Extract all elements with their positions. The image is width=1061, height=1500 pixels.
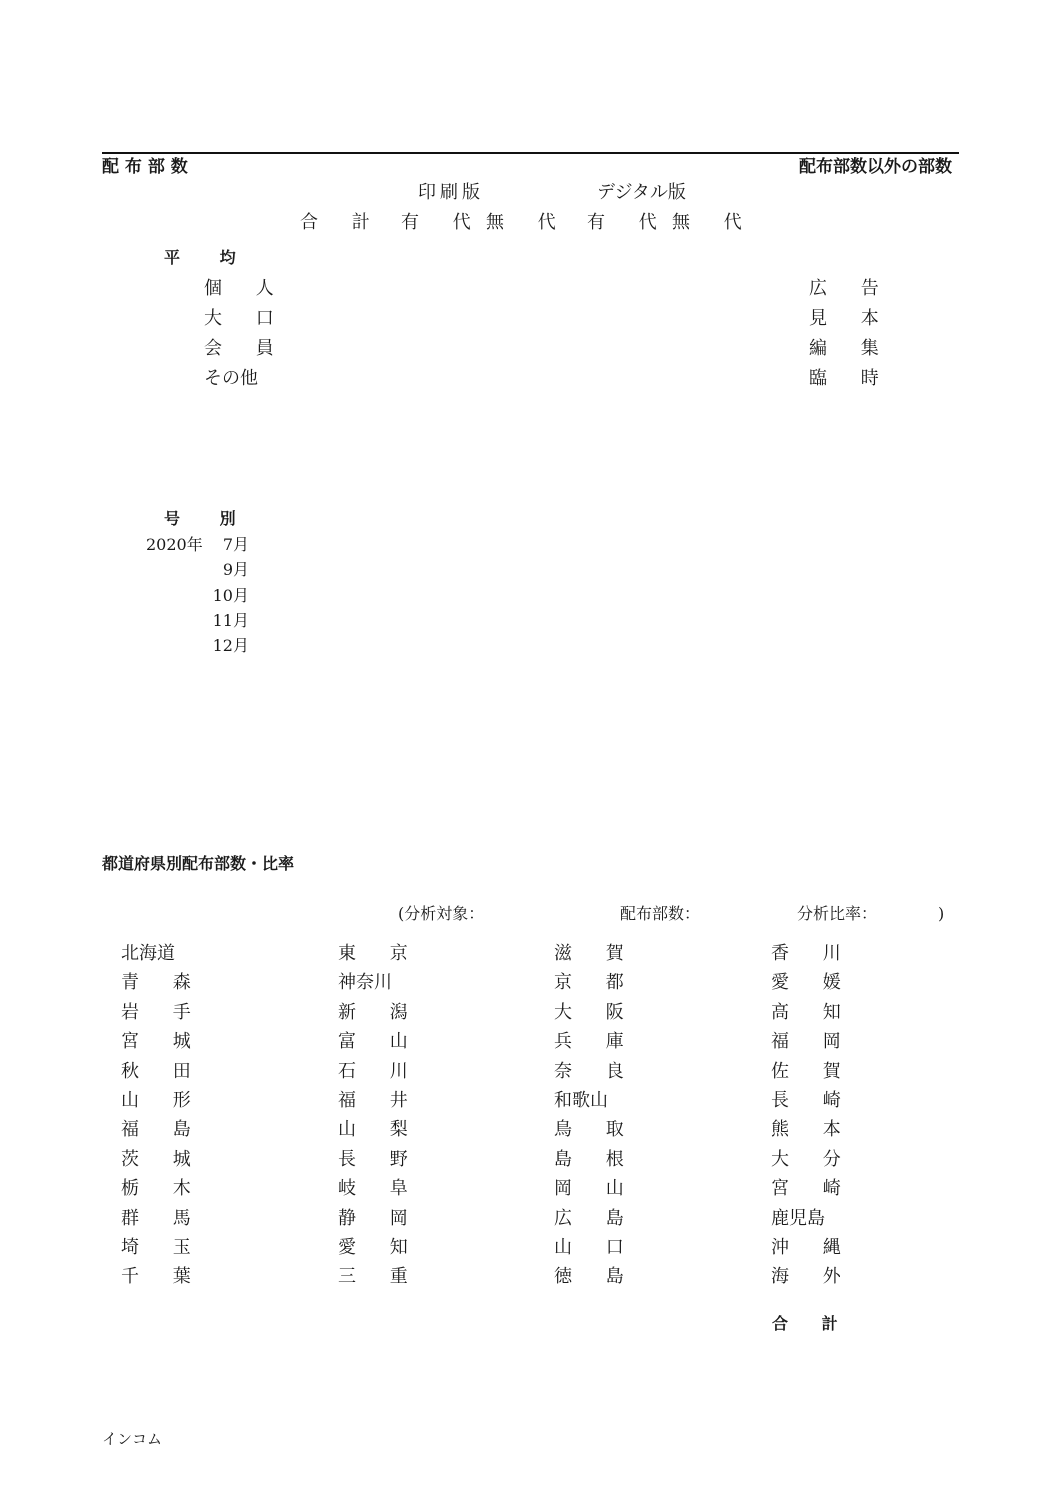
prefecture-name: 香 川 — [771, 943, 855, 964]
prefecture-name: 群 馬 — [121, 1207, 205, 1229]
prefecture-name: 滋 賀 — [554, 943, 638, 964]
analysis-target-label: (分析対象： — [398, 904, 485, 923]
issue-month: 12月 — [212, 636, 249, 656]
other-copies-row-label: 編 集 — [809, 338, 893, 359]
prefecture-name: 鳥 取 — [554, 1119, 638, 1141]
prefecture-name: 海 外 — [771, 1266, 855, 1288]
prefecture-name: 青 森 — [121, 972, 205, 994]
print-edition-header: 印刷版 — [418, 182, 484, 203]
close-paren: ) — [938, 904, 945, 923]
digital-paid-header: 有 代 — [587, 212, 671, 233]
prefecture-name: 長 崎 — [771, 1090, 855, 1111]
issue-month: 7月 — [222, 535, 249, 554]
prefecture-name: 石 川 — [338, 1060, 422, 1082]
prefecture-name: 宮 崎 — [771, 1178, 855, 1200]
print-free-header: 無 代 — [486, 212, 570, 233]
prefecture-name: 愛 知 — [338, 1237, 422, 1258]
prefecture-name: 新 潟 — [338, 1001, 422, 1023]
prefecture-name: 静 岡 — [338, 1207, 422, 1229]
prefecture-name: 岡 山 — [554, 1178, 638, 1200]
prefecture-name: 東 京 — [338, 943, 422, 964]
issue-year: 2020年 — [146, 535, 203, 554]
prefecture-total-label: 合 計 — [772, 1314, 852, 1333]
prefecture-name: 大 分 — [771, 1148, 855, 1170]
prefecture-name: 鹿児島 — [771, 1207, 825, 1229]
prefecture-name: 島 根 — [554, 1148, 638, 1170]
prefecture-name: 福 井 — [338, 1090, 422, 1111]
prefecture-name: 千 葉 — [121, 1266, 205, 1288]
top-rule — [102, 152, 959, 154]
prefecture-name: 山 形 — [121, 1090, 205, 1111]
issue-month: 10月 — [212, 585, 249, 605]
other-copies-row-label: 見 本 — [809, 308, 893, 329]
prefecture-name: 福 岡 — [771, 1031, 855, 1053]
prefecture-name: 富 山 — [338, 1031, 422, 1053]
prefecture-name: 京 都 — [554, 972, 638, 994]
distribution-title: 配 布 部 数 — [102, 157, 188, 177]
prefecture-name: 福 島 — [121, 1119, 205, 1141]
average-label: 平 均 — [164, 248, 253, 267]
prefecture-name: 高 知 — [771, 1001, 855, 1023]
digital-free-header: 無 代 — [672, 212, 756, 233]
issue-month: 9月 — [222, 560, 249, 580]
prefecture-name: 秋 田 — [121, 1060, 205, 1082]
distribution-count-label: 配布部数： — [620, 904, 701, 923]
prefecture-name: 岩 手 — [121, 1001, 205, 1023]
by-issue-label: 号 別 — [164, 509, 253, 528]
prefecture-name: 岐 阜 — [338, 1178, 422, 1200]
prefecture-name: 熊 本 — [771, 1119, 855, 1141]
prefecture-name: 茨 城 — [121, 1148, 205, 1170]
prefecture-name: 和歌山 — [554, 1090, 608, 1111]
prefecture-name: 兵 庫 — [554, 1031, 638, 1053]
average-row-label: 個 人 — [204, 278, 288, 299]
prefecture-name: 徳 島 — [554, 1266, 638, 1288]
total-column-header: 合 計 — [300, 212, 384, 233]
prefecture-name: 山 口 — [554, 1237, 638, 1258]
prefecture-name: 山 梨 — [338, 1119, 422, 1141]
prefecture-name: 北海道 — [121, 943, 175, 964]
average-row-label: 会 員 — [204, 338, 288, 359]
issue-month: 11月 — [212, 610, 249, 630]
print-paid-header: 有 代 — [401, 212, 485, 233]
analysis-ratio-label: 分析比率： — [797, 904, 878, 923]
other-copies-row-label: 臨 時 — [809, 368, 893, 389]
footer-company: インコム — [102, 1430, 163, 1448]
prefecture-name: 栃 木 — [121, 1178, 205, 1200]
average-row-label: 大 口 — [204, 308, 288, 329]
prefecture-name: 三 重 — [338, 1266, 422, 1288]
prefecture-name: 広 島 — [554, 1207, 638, 1229]
prefecture-section-title: 都道府県別配布部数・比率 — [102, 854, 295, 873]
prefecture-name: 奈 良 — [554, 1060, 638, 1082]
other-copies-row-label: 広 告 — [809, 278, 893, 299]
prefecture-name: 長 野 — [338, 1148, 422, 1170]
prefecture-name: 宮 城 — [121, 1031, 205, 1053]
prefecture-name: 埼 玉 — [121, 1237, 205, 1258]
prefecture-name: 沖 縄 — [771, 1237, 855, 1258]
average-row-label: その他 — [204, 368, 258, 389]
digital-edition-header: デジタル版 — [597, 182, 686, 203]
prefecture-name: 大 阪 — [554, 1001, 638, 1023]
prefecture-name: 神奈川 — [338, 972, 392, 994]
prefecture-name: 佐 賀 — [771, 1060, 855, 1082]
other-copies-title: 配布部数以外の部数 — [799, 157, 952, 177]
prefecture-name: 愛 媛 — [771, 972, 855, 994]
